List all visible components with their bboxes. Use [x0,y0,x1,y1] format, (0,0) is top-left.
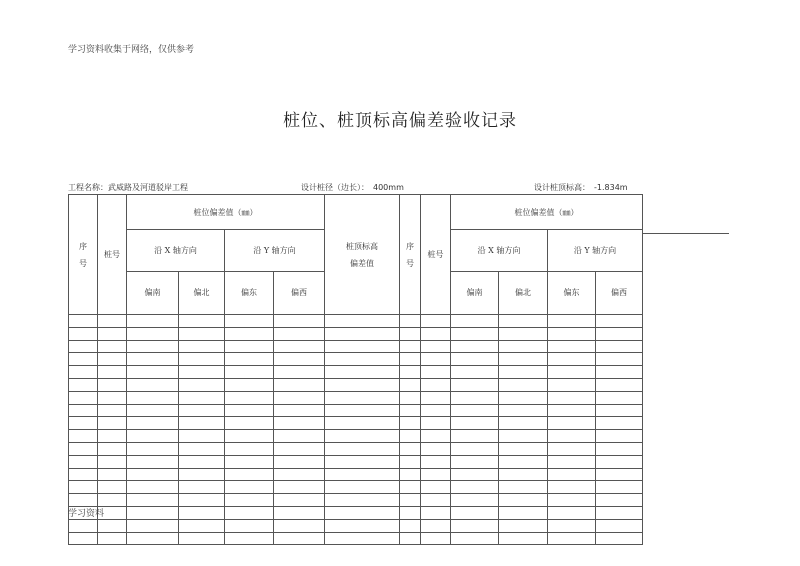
table-cell[interactable] [421,315,451,328]
table-cell[interactable] [127,468,179,481]
table-cell[interactable] [451,494,499,507]
table-row [69,430,643,443]
table-cell[interactable] [274,519,325,532]
table-cell[interactable] [499,366,548,379]
table-cell[interactable] [451,391,499,404]
table-cell[interactable] [596,404,643,417]
table-cell[interactable] [400,391,421,404]
table-cell[interactable] [548,455,596,468]
table-cell[interactable] [596,494,643,507]
table-cell[interactable] [274,455,325,468]
table-cell[interactable] [69,455,98,468]
table-cell[interactable] [400,417,421,430]
table-cell[interactable] [400,506,421,519]
table-cell[interactable] [274,532,325,545]
table-cell[interactable] [400,315,421,328]
table-cell[interactable] [98,366,127,379]
table-cell[interactable] [548,391,596,404]
table-cell[interactable] [548,532,596,545]
table-cell[interactable] [451,455,499,468]
table-cell[interactable] [548,481,596,494]
table-cell[interactable] [596,468,643,481]
table-cell[interactable] [179,353,225,366]
table-cell[interactable] [499,404,548,417]
table-cell[interactable] [179,404,225,417]
table-cell[interactable] [548,353,596,366]
table-cell[interactable] [499,455,548,468]
table-cell[interactable] [499,468,548,481]
table-cell[interactable] [274,417,325,430]
table-cell[interactable] [421,468,451,481]
table-cell[interactable] [179,481,225,494]
table-cell[interactable] [225,327,274,340]
table-cell[interactable] [325,519,400,532]
table-cell[interactable] [127,506,179,519]
table-cell[interactable] [225,494,274,507]
pile-no-header: 桩号 [98,195,127,315]
table-cell[interactable] [325,327,400,340]
table-cell[interactable] [225,404,274,417]
table-cell[interactable] [421,340,451,353]
header-note: 学习资料收集于网络，仅供参考 [68,45,195,55]
table-cell[interactable] [548,430,596,443]
table-cell[interactable] [274,366,325,379]
table-cell[interactable] [127,327,179,340]
deviation-header: 桩位偏差值（㎜） [127,195,325,230]
table-cell[interactable] [421,494,451,507]
table-row [69,442,643,455]
table-cell[interactable] [451,506,499,519]
table-cell[interactable] [127,430,179,443]
table-cell[interactable] [127,442,179,455]
table-cell[interactable] [179,442,225,455]
table-cell[interactable] [596,430,643,443]
table-cell[interactable] [596,532,643,545]
table-cell[interactable] [421,327,451,340]
east-header: 偏东 [225,271,274,314]
table-cell[interactable] [451,430,499,443]
west-header: 偏西 [596,271,643,314]
table-cell[interactable] [274,468,325,481]
table-cell[interactable] [274,378,325,391]
table-cell[interactable] [225,391,274,404]
table-cell[interactable] [499,506,548,519]
table-cell[interactable] [400,404,421,417]
table-cell[interactable] [400,327,421,340]
table-cell[interactable] [400,430,421,443]
table-cell[interactable] [127,494,179,507]
table-cell[interactable] [499,391,548,404]
x-axis-header: 沿 X 轴方向 [451,230,548,271]
table-cell[interactable] [179,366,225,379]
table-row [69,327,643,340]
table-cell[interactable] [98,391,127,404]
table-cell[interactable] [596,391,643,404]
table-row [69,315,643,328]
table-cell[interactable] [274,391,325,404]
table-cell[interactable] [499,532,548,545]
table-cell[interactable] [548,315,596,328]
seq-header: 序 号 [69,195,98,315]
table-cell[interactable] [400,378,421,391]
table-cell[interactable] [421,417,451,430]
table-cell[interactable] [451,340,499,353]
table-cell[interactable] [325,532,400,545]
table-row [69,340,643,353]
table-cell[interactable] [274,340,325,353]
table-cell[interactable] [451,481,499,494]
table-cell[interactable] [274,353,325,366]
south-header: 偏南 [127,271,179,314]
table-cell[interactable] [69,378,98,391]
elevation-value: -1.834m [594,183,628,192]
table-cell[interactable] [499,327,548,340]
deviation-header: 桩位偏差值（㎜） [451,195,643,230]
table-cell[interactable] [325,315,400,328]
table-cell[interactable] [325,366,400,379]
table-cell[interactable] [325,455,400,468]
table-cell[interactable] [274,442,325,455]
table-cell[interactable] [499,315,548,328]
table-cell[interactable] [98,404,127,417]
table-cell[interactable] [98,494,127,507]
table-cell[interactable] [98,315,127,328]
table-cell[interactable] [225,519,274,532]
table-cell[interactable] [548,378,596,391]
table-cell[interactable] [179,378,225,391]
table-cell[interactable] [499,417,548,430]
table-cell[interactable] [421,430,451,443]
table-cell[interactable] [400,442,421,455]
table-cell[interactable] [451,315,499,328]
table-cell[interactable] [179,532,225,545]
table-cell[interactable] [179,315,225,328]
table-cell[interactable] [69,391,98,404]
table-cell[interactable] [69,519,98,532]
table-cell[interactable] [499,519,548,532]
table-cell[interactable] [127,315,179,328]
table-cell[interactable] [451,404,499,417]
table-cell[interactable] [69,340,98,353]
east-header: 偏东 [548,271,596,314]
table-cell[interactable] [421,366,451,379]
table-cell[interactable] [179,417,225,430]
table-row [69,532,643,545]
table-cell[interactable] [499,494,548,507]
table-cell[interactable] [225,378,274,391]
table-cell[interactable] [225,468,274,481]
table-cell[interactable] [499,442,548,455]
table-cell[interactable] [451,442,499,455]
page-title: 桩位、桩顶标高偏差验收记录 [283,111,517,131]
table-cell[interactable] [69,481,98,494]
table-cell[interactable] [596,519,643,532]
table-cell[interactable] [451,417,499,430]
table-cell[interactable] [400,353,421,366]
table-cell[interactable] [179,494,225,507]
table-cell[interactable] [274,481,325,494]
table-cell[interactable] [421,481,451,494]
table-cell[interactable] [69,366,98,379]
table-cell[interactable] [325,353,400,366]
table-cell[interactable] [127,404,179,417]
table-cell[interactable] [179,430,225,443]
table-cell[interactable] [451,353,499,366]
table-cell[interactable] [69,494,98,507]
project-info [68,182,188,193]
elevation-label: 设计桩顶标高： [534,183,590,192]
table-row [69,404,643,417]
table-cell[interactable] [179,391,225,404]
table-cell[interactable] [548,506,596,519]
margin-mark [643,233,729,234]
table-cell[interactable] [225,455,274,468]
table-cell[interactable] [548,366,596,379]
table-cell[interactable] [421,353,451,366]
table-cell[interactable] [179,340,225,353]
table-cell[interactable] [421,378,451,391]
table-cell[interactable] [98,442,127,455]
table-cell[interactable] [98,519,127,532]
north-header: 偏北 [179,271,225,314]
table-cell[interactable] [499,353,548,366]
table-cell[interactable] [98,481,127,494]
table-cell[interactable] [548,519,596,532]
table-cell[interactable] [225,417,274,430]
table-cell[interactable] [98,532,127,545]
table-cell[interactable] [274,506,325,519]
table-cell[interactable] [179,519,225,532]
table-cell[interactable] [400,366,421,379]
acceptance-table [68,194,643,545]
table-row [69,494,643,507]
table-cell[interactable] [69,532,98,545]
table-cell[interactable] [596,366,643,379]
table-cell[interactable] [98,430,127,443]
table-cell[interactable] [548,404,596,417]
table-cell[interactable] [179,455,225,468]
table-cell[interactable] [499,481,548,494]
table-cell[interactable] [596,481,643,494]
table-cell[interactable] [98,417,127,430]
y-axis-header: 沿 Y 轴方向 [548,230,643,271]
table-cell[interactable] [69,442,98,455]
table-cell[interactable] [548,494,596,507]
table-cell[interactable] [548,340,596,353]
table-cell[interactable] [421,455,451,468]
table-cell[interactable] [451,366,499,379]
table-cell[interactable] [127,391,179,404]
diameter-info [301,182,404,193]
table-cell[interactable] [400,481,421,494]
table-cell[interactable] [451,532,499,545]
table-cell[interactable] [127,455,179,468]
table-cell[interactable] [325,391,400,404]
table-cell[interactable] [421,519,451,532]
table-cell[interactable] [451,519,499,532]
table-cell[interactable] [274,430,325,443]
table-cell[interactable] [179,327,225,340]
west-header: 偏西 [274,271,325,314]
table-row [69,506,643,519]
table-cell[interactable] [421,532,451,545]
table-row [69,481,643,494]
table-cell[interactable] [179,468,225,481]
table-cell[interactable] [69,468,98,481]
table-cell[interactable] [127,417,179,430]
table-cell[interactable] [325,430,400,443]
table-cell[interactable] [596,417,643,430]
table-cell[interactable] [98,353,127,366]
table-cell[interactable] [225,481,274,494]
table-cell[interactable] [98,378,127,391]
table-cell[interactable] [400,455,421,468]
table-cell[interactable] [400,519,421,532]
x-axis-header: 沿 X 轴方向 [127,230,225,271]
table-cell[interactable] [274,315,325,328]
table-cell[interactable] [325,481,400,494]
table-cell[interactable] [400,532,421,545]
table-cell[interactable] [325,506,400,519]
table-cell[interactable] [596,340,643,353]
table-cell[interactable] [596,353,643,366]
table-cell[interactable] [421,404,451,417]
project-label: 工程名称： [68,183,108,192]
table-cell[interactable] [127,481,179,494]
table-cell[interactable] [127,532,179,545]
table-cell[interactable] [421,391,451,404]
table-cell[interactable] [274,494,325,507]
table-cell[interactable] [98,455,127,468]
table-row [69,519,643,532]
table-cell[interactable] [499,340,548,353]
table-cell[interactable] [596,455,643,468]
table-cell[interactable] [325,417,400,430]
table-cell[interactable] [127,340,179,353]
table-cell[interactable] [225,353,274,366]
table-cell[interactable] [225,506,274,519]
table-row [69,455,643,468]
table-cell[interactable] [69,404,98,417]
top-elev-header: 桩顶标高 偏差值 [325,195,400,315]
pile-no-header: 桩号 [421,195,451,315]
table-cell[interactable] [499,378,548,391]
table-cell[interactable] [548,417,596,430]
north-header: 偏北 [499,271,548,314]
table-cell[interactable] [421,506,451,519]
south-header: 偏南 [451,271,499,314]
table-cell[interactable] [98,468,127,481]
table-cell[interactable] [69,353,98,366]
table-cell[interactable] [274,327,325,340]
table-cell[interactable] [451,378,499,391]
table-cell[interactable] [69,417,98,430]
table-row [69,366,643,379]
table-cell[interactable] [451,468,499,481]
table-cell[interactable] [451,327,499,340]
table-cell[interactable] [225,366,274,379]
table-cell[interactable] [127,366,179,379]
table-cell[interactable] [127,519,179,532]
diameter-label: 设计桩径（边长）： [301,183,369,192]
table-cell[interactable] [225,442,274,455]
table-cell[interactable] [225,532,274,545]
diameter-value: 400mm [373,183,404,192]
table-row [69,417,643,430]
table-cell[interactable] [596,378,643,391]
table-cell[interactable] [325,442,400,455]
table-cell[interactable] [225,430,274,443]
table-cell[interactable] [548,442,596,455]
table-cell[interactable] [325,468,400,481]
table-cell[interactable] [596,327,643,340]
table-cell[interactable] [400,494,421,507]
table-cell[interactable] [127,378,179,391]
table-cell[interactable] [548,327,596,340]
table-row [69,468,643,481]
table-row [69,353,643,366]
table-cell[interactable] [421,442,451,455]
table-cell[interactable] [127,353,179,366]
table-cell[interactable] [400,468,421,481]
table-cell[interactable] [274,404,325,417]
table-cell[interactable] [98,340,127,353]
table-cell[interactable] [596,506,643,519]
table-cell[interactable] [325,494,400,507]
table-cell[interactable] [98,327,127,340]
elevation-info [534,182,628,193]
table-row [69,391,643,404]
table-cell[interactable] [596,315,643,328]
project-value: 武威路及河道驳岸工程 [108,183,188,192]
table-cell[interactable] [225,340,274,353]
table-cell[interactable] [596,442,643,455]
table-cell[interactable] [69,327,98,340]
table-cell[interactable] [325,340,400,353]
table-cell[interactable] [400,340,421,353]
footer-note: 学习资料 [68,509,105,519]
table-cell[interactable] [179,506,225,519]
y-axis-header: 沿 Y 轴方向 [225,230,325,271]
seq-header: 序 号 [400,195,421,315]
table-cell[interactable] [548,468,596,481]
table-cell[interactable] [69,430,98,443]
table-cell[interactable] [225,315,274,328]
table-cell[interactable] [325,404,400,417]
table-cell[interactable] [325,378,400,391]
table-cell[interactable] [69,315,98,328]
table-cell[interactable] [499,430,548,443]
table-row [69,378,643,391]
